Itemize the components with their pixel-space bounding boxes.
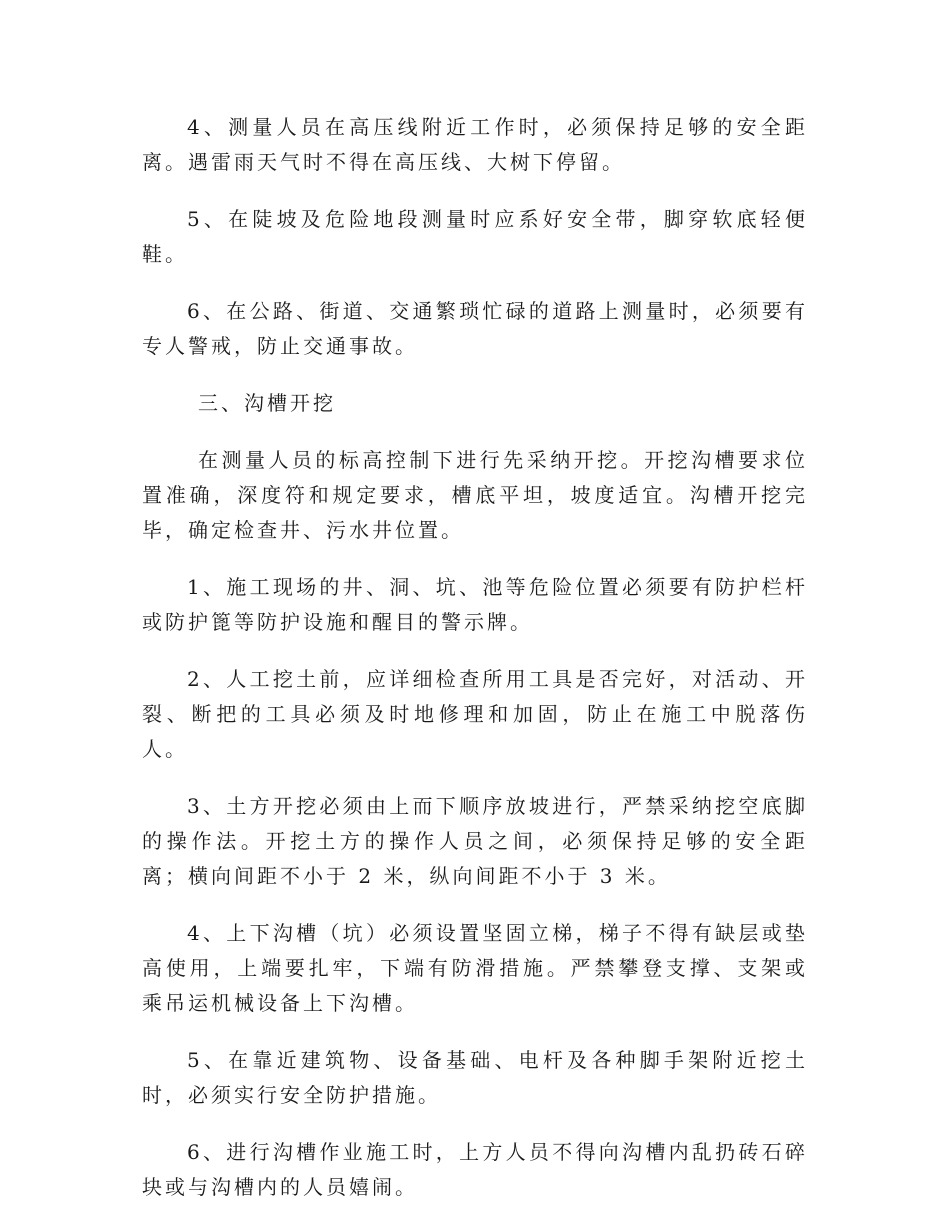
paragraph-trench-5: 5、在靠近建筑物、设备基础、电杆及各种脚手架附近挖土时，必须实行安全防护措施。 [142, 1048, 808, 1107]
document-body [142, 110, 808, 1205]
section-heading: 三、沟槽开挖 [198, 391, 336, 415]
paragraph-trench-6: 6、进行沟槽作业施工时，上方人员不得向沟槽内乱扔砖石碎块或与沟槽内的人员嬉闹。 [142, 1140, 808, 1199]
paragraph-trench-4: 4、上下沟槽（坑）必须设置坚固立梯，梯子不得有缺层或垫高使用，上端要扎牢，下端有防滑措施。严禁攀登支撑、支架或乘吊运机械设备上下沟槽。 [142, 921, 808, 1015]
paragraph-trench-3: 3、土方开挖必须由上而下顺序放坡进行，严禁采纳挖空底脚的操作法。开挖土方的操作人员之间，必须保持足够的安全距离；横向间距不小于 2 米，纵向间距不小于 3 米。 [142, 794, 808, 888]
section-intro: 在测量人员的标高控制下进行先采纳开挖。开挖沟槽要求位置准确，深度符和规定要求，槽底平坦，坡度适宜。沟槽开挖完毕，确定检查井、污水井位置。 [142, 448, 808, 542]
paragraph-survey-5: 5、在陡坡及危险地段测量时应系好安全带，脚穿软底轻便鞋。 [142, 207, 808, 266]
paragraph-trench-1: 1、施工现场的井、洞、坑、池等危险位置必须要有防护栏杆或防护篦等防护设施和醒目的警示牌。 [142, 575, 808, 634]
paragraph-trench-2: 2、人工挖土前，应详细检查所用工具是否完好，对活动、开裂、断把的工具必须及时地修理和加固，防止在施工中脱落伤人。 [142, 667, 808, 761]
paragraph-survey-4: 4、测量人员在高压线附近工作时，必须保持足够的安全距离。遇雷雨天气时不得在高压线、大树下停留。 [142, 115, 808, 174]
paragraph-survey-6: 6、在公路、街道、交通繁琐忙碌的道路上测量时，必须要有专人警戒，防止交通事故。 [142, 299, 808, 358]
